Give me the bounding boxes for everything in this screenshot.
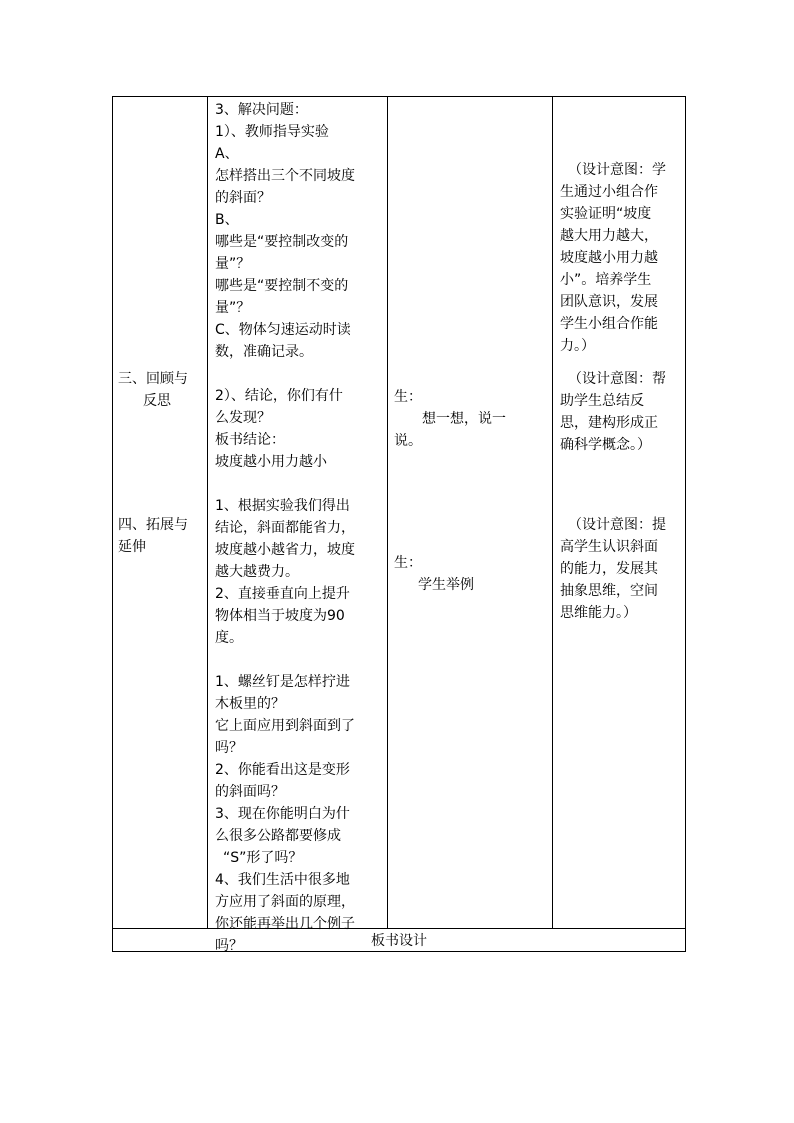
text-line: （设计意图：帮 (568, 371, 666, 387)
text-line: 物体相当于坡度为90 (215, 608, 345, 624)
text-line: 想一想，说一 (422, 411, 506, 427)
text-line: 越大用力越大， (560, 228, 658, 244)
text-line: 说。 (394, 433, 422, 449)
section-title-extension (118, 514, 206, 558)
text-line: 高学生认识斜面 (560, 539, 658, 555)
text-line: 抽象思维，空间 (560, 583, 658, 599)
teacher-activity-column (215, 99, 385, 957)
student-activity-think (394, 386, 549, 452)
text-line: 学生小组合作能 (560, 316, 658, 332)
text-line: 越大越费力。 (215, 564, 299, 580)
text-line: 确科学概念。） (560, 437, 651, 453)
text-line: 力。） (560, 338, 595, 354)
text-line: 坡度越小用力越 (560, 250, 658, 266)
text-line: （设计意图：学 (568, 162, 666, 178)
design-intent-extension (560, 514, 684, 624)
text-line: 1）、教师指导实验 (215, 124, 329, 140)
text-line: 么很多公路都要修成 (215, 828, 341, 844)
text-line: （设计意图：提 (568, 517, 666, 533)
text-line: 坡度越小用力越小 (215, 454, 327, 470)
section-title-line: 三、回顾与 (118, 371, 188, 387)
text-line: 度。 (215, 630, 243, 646)
table-border-top (112, 96, 686, 97)
teacher-activity-conclusion (215, 385, 385, 473)
text-line: 2、你能看出这是变形 (215, 762, 350, 778)
lesson-plan-table (112, 96, 686, 952)
text-line: 团队意识，发展 (560, 294, 658, 310)
text-line: 么发现？ (215, 410, 271, 426)
section-title-line: 延伸 (118, 539, 146, 555)
column-divider-2 (387, 96, 388, 929)
text-line: 4、我们生活中很多地 (215, 872, 350, 888)
text-line: 它上面应用到斜面到了 (215, 718, 355, 734)
table-border-right (685, 96, 686, 952)
column-divider-1 (207, 96, 208, 929)
text-line: 坡度越小越省力，坡度 (215, 542, 355, 558)
text-line: 量”？ (215, 256, 251, 272)
text-line: 的能力，发展其 (560, 561, 658, 577)
section-title-line: 反思 (143, 393, 171, 409)
teacher-activity-extension (215, 671, 385, 957)
text-line: 吗？ (215, 938, 243, 954)
text-line: 3、现在你能明白为什 (215, 806, 350, 822)
student-activity-examples (394, 552, 549, 596)
text-line: C、物体匀速运动时读 (215, 322, 351, 338)
table-row-divider (112, 928, 686, 929)
text-line: A、 (215, 146, 239, 162)
text-line: 生通过小组合作 (560, 184, 658, 200)
text-line: 思，建构形成正 (560, 415, 658, 431)
text-line: 木板里的？ (215, 696, 285, 712)
text-line: “S”形了吗？ (223, 850, 303, 866)
text-line: 的斜面？ (215, 190, 271, 206)
text-line: 怎样搭出三个不同坡度 (215, 168, 355, 184)
text-line: 助学生总结反 (560, 393, 644, 409)
text-line: 1、根据实验我们得出 (215, 498, 350, 514)
text-line: 量”？ (215, 300, 251, 316)
text-line: B、 (215, 212, 239, 228)
text-line: 1、螺丝钉是怎样拧进 (215, 674, 350, 690)
design-intent-experiment (560, 159, 684, 357)
text-line: 哪些是“要控制改变的 (215, 234, 349, 250)
section-title-review (118, 368, 206, 412)
text-line: 方应用了斜面的原理， (215, 894, 355, 910)
text-line: 生： (394, 389, 422, 405)
text-line: 2）、结论，你们有什 (215, 388, 343, 404)
design-intent-review (560, 368, 684, 456)
text-line: 数，准确记录。 (215, 344, 313, 360)
text-line: 板书结论： (215, 432, 285, 448)
column-divider-3 (552, 96, 553, 929)
text-line: 思维能力。） (560, 605, 637, 621)
text-line: 实验证明“坡度 (560, 206, 652, 222)
text-line: 哪些是“要控制不变的 (215, 278, 349, 294)
text-line: 生： (394, 555, 422, 571)
text-line: 结论，斜面都能省力， (215, 520, 355, 536)
text-line: 学生举例 (418, 577, 474, 593)
text-line: 3、解决问题： (215, 102, 308, 118)
text-line: 你还能再举出几个例子 (215, 916, 355, 932)
text-line: 的斜面吗？ (215, 784, 285, 800)
text-line: 吗？ (215, 740, 243, 756)
board-design-label: 板书设计 (371, 933, 427, 949)
text-line: 2、直接垂直向上提升 (215, 586, 350, 602)
table-border-left (112, 96, 113, 952)
teacher-activity-experiment (215, 99, 385, 363)
section-title-line: 四、拓展与 (118, 517, 188, 533)
text-line: 小”。培养学生 (560, 272, 652, 288)
teacher-activity-summary (215, 495, 385, 649)
